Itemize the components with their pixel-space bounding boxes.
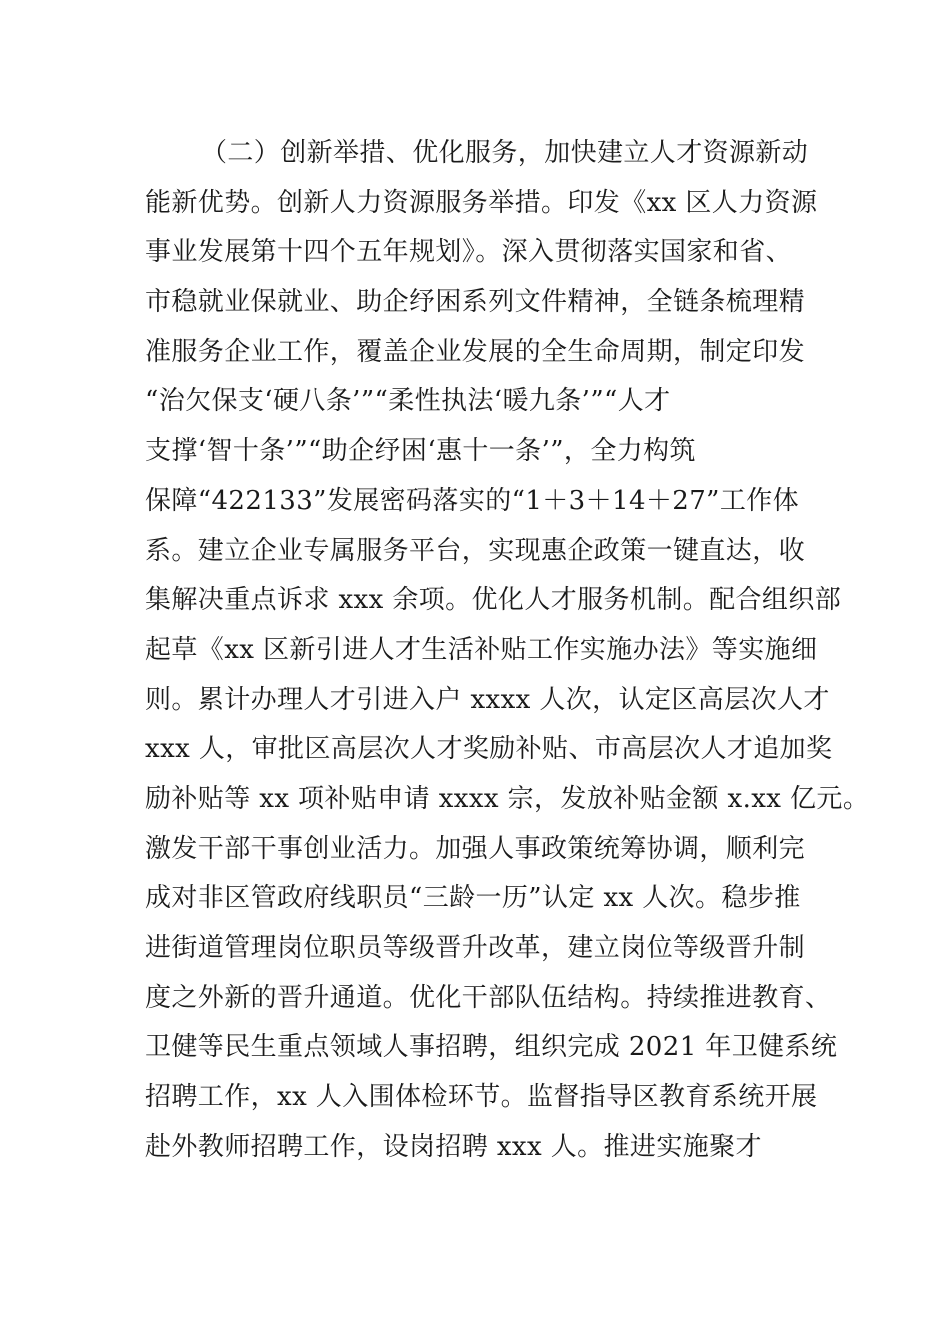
paragraph-line: 招聘工作，xx 人入围体检环节。监督指导区教育系统开展: [145, 1082, 818, 1113]
paragraph-line: 系。建立企业专属服务平台，实现惠企政策一键直达，收: [145, 535, 806, 566]
paragraph-line: 支撑‘智十条’”“助企纾困‘惠十一条’”，全力构筑: [145, 436, 696, 467]
paragraph-line: 市稳就业保就业、助企纾困系列文件精神，全链条梳理精: [145, 287, 806, 318]
paragraph-line: 准服务企业工作，覆盖企业发展的全生命周期，制定印发: [145, 336, 806, 367]
paragraph-line: 起草《xx 区新引进人才生活补贴工作实施办法》等实施细: [145, 634, 818, 665]
paragraph-line: 励补贴等 xx 项补贴申请 xxxx 宗，发放补贴金额 x.xx 亿元。: [145, 783, 870, 814]
paragraph-line: 激发干部干事创业活力。加强人事政策统筹协调，顺利完: [145, 833, 806, 864]
paragraph-line: （二）创新举措、优化服务，加快建立人才资源新动: [201, 138, 809, 168]
paragraph-line: 保障“422133”发展密码落实的“1＋3＋14＋27”工作体: [145, 485, 800, 516]
paragraph-line: 则。累计办理人才引进入户 xxxx 人次，认定区高层次人才: [145, 684, 830, 715]
paragraph-line: 能新优势。创新人力资源服务举措。印发《xx 区人力资源: [145, 187, 818, 218]
paragraph-line: 成对非区管政府线职员“三龄一历”认定 xx 人次。稳步推: [145, 883, 801, 914]
paragraph-line: 赴外教师招聘工作，设岗招聘 xxx 人。推进实施聚才: [145, 1131, 762, 1162]
paragraph-line: 事业发展第十四个五年规划》。深入贯彻落实国家和省、: [145, 237, 793, 268]
paragraph-line: 进街道管理岗位职员等级晋升改革，建立岗位等级晋升制: [145, 933, 806, 963]
paragraph-line: xxx 人，审批区高层次人才奖励补贴、市高层次人才追加奖: [145, 734, 833, 765]
paragraph-line: 卫健等民生重点领域人事招聘，组织完成 2021 年卫健系统: [145, 1032, 838, 1063]
paragraph-line: 度之外新的晋升通道。优化干部队伍结构。持续推进教育、: [145, 982, 832, 1013]
paragraph-line: “治欠保支‘硬八条’”“柔性执法‘暖九条’”“人才: [145, 386, 671, 417]
paragraph-line: 集解决重点诉求 xxx 余项。优化人才服务机制。配合组织部: [145, 585, 842, 616]
document-body: [145, 129, 870, 1172]
